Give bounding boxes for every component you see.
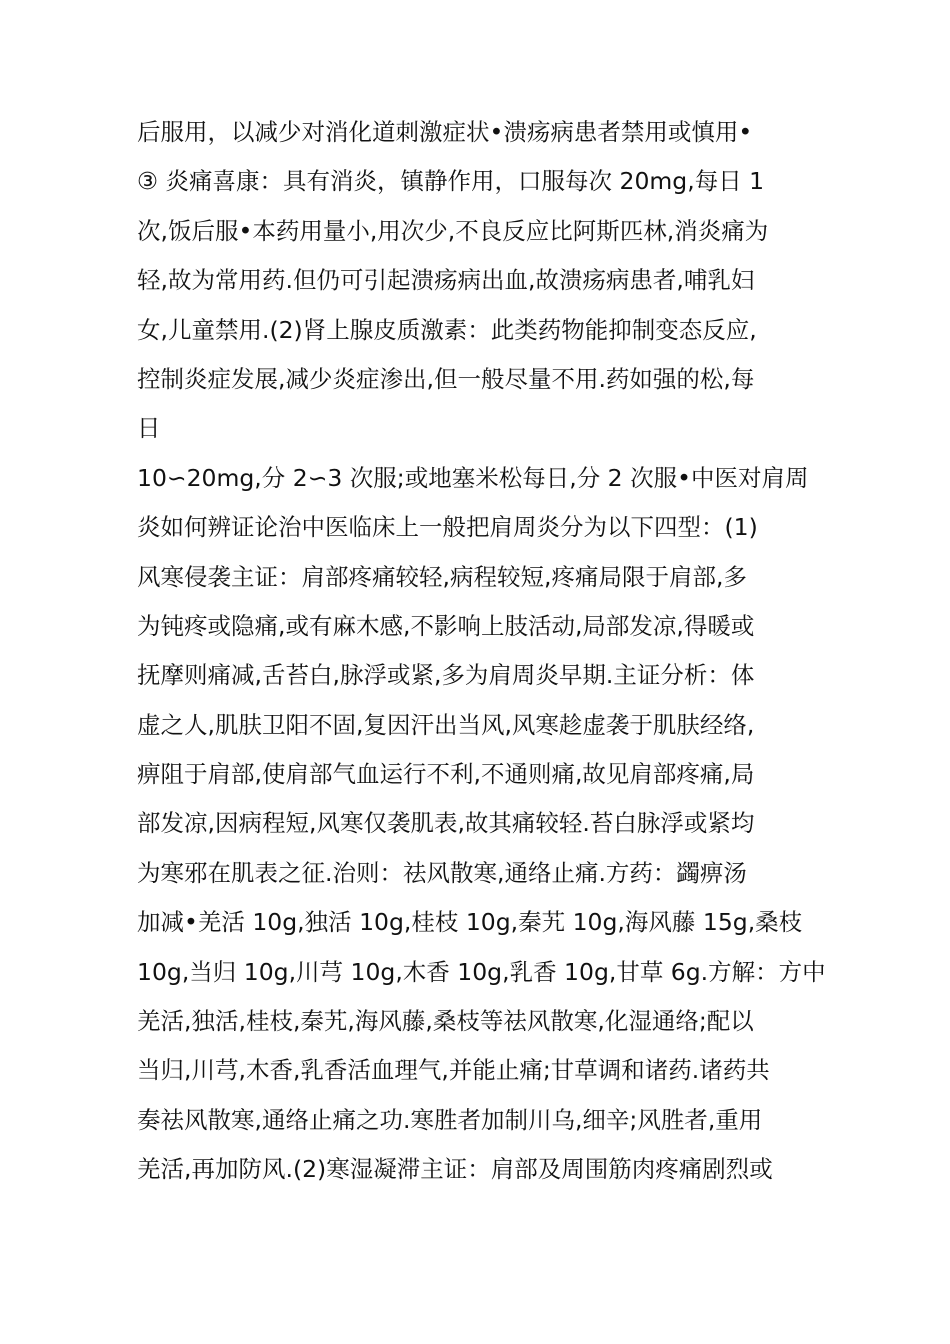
text-line: 风寒侵袭主证：肩部疼痛较轻,病程较短,疼痛局限于肩部,多 bbox=[137, 562, 747, 591]
text-line: 炎如何辨证论治中医临床上一般把肩周炎分为以下四型：(1) bbox=[137, 513, 758, 542]
text-line: 后服用，以减少对消化道刺激症状•溃疡病患者禁用或慎用• bbox=[137, 118, 753, 146]
text-line: 控制炎症发展,减少炎症渗出,但一般尽量不用.药如强的松,每 bbox=[137, 364, 755, 393]
text-line: 部发凉,因病程短,风寒仅袭肌表,故其痛较轻.苔白脉浮或紧均 bbox=[137, 809, 755, 838]
text-line: 日 bbox=[137, 414, 161, 443]
text-line: 轻,故为常用药.但仍可引起溃疡病出血,故溃疡病患者,哺乳妇 bbox=[137, 266, 755, 295]
text-line: 当归,川芎,木香,乳香活血理气,并能止痛;甘草调和诸药.诸药共 bbox=[137, 1056, 770, 1085]
text-line: 加减•羌活 10g,独活 10g,桂枝 10g,秦艽 10g,海风藤 15g,桑枝 bbox=[137, 908, 803, 937]
text-line: 奏祛风散寒,通络止痛之功.寒胜者加制川乌,细辛;风胜者,重用 bbox=[137, 1105, 763, 1134]
text-line: 痹阻于肩部,使肩部气血运行不利,不通则痛,故见肩部疼痛,局 bbox=[137, 760, 755, 789]
text-line: 虚之人,肌肤卫阳不固,复因汗出当风,风寒趁虚袭于肌肤经络, bbox=[137, 710, 755, 739]
text-line: ③ 炎痛喜康：具有消炎，镇静作用，口服每次 20mg,每日 1 bbox=[137, 167, 765, 196]
text-line: 抚摩则痛减,舌苔白,脉浮或紧,多为肩周炎早期.主证分析：体 bbox=[137, 661, 755, 690]
text-line: 羌活,独活,桂枝,秦艽,海风藤,桑枝等祛风散寒,化湿通络;配以 bbox=[137, 1007, 754, 1036]
text-line: 10∽20mg,分 2∽3 次服;或地塞米松每日,分 2 次服•中医对肩周 bbox=[137, 463, 809, 492]
text-line: 女,儿童禁用.(2)肾上腺皮质激素：此类药物能抑制变态反应, bbox=[137, 315, 757, 344]
body-text bbox=[137, 108, 827, 1195]
text-line: 羌活,再加防风.(2)寒湿凝滞主证：肩部及周围筋肉疼痛剧烈或 bbox=[137, 1155, 773, 1184]
text-line: 为寒邪在肌表之征.治则：祛风散寒,通络止痛.方药：蠲痹汤 bbox=[137, 858, 747, 887]
text-line: 10g,当归 10g,川芎 10g,木香 10g,乳香 10g,甘草 6g.方解：方中 bbox=[137, 957, 826, 986]
text-line: 次,饭后服•本药用量小,用次少,不良反应比阿斯匹林,消炎痛为 bbox=[137, 216, 769, 245]
text-line: 为钝疼或隐痛,或有麻木感,不影响上肢活动,局部发凉,得暖或 bbox=[137, 611, 755, 640]
